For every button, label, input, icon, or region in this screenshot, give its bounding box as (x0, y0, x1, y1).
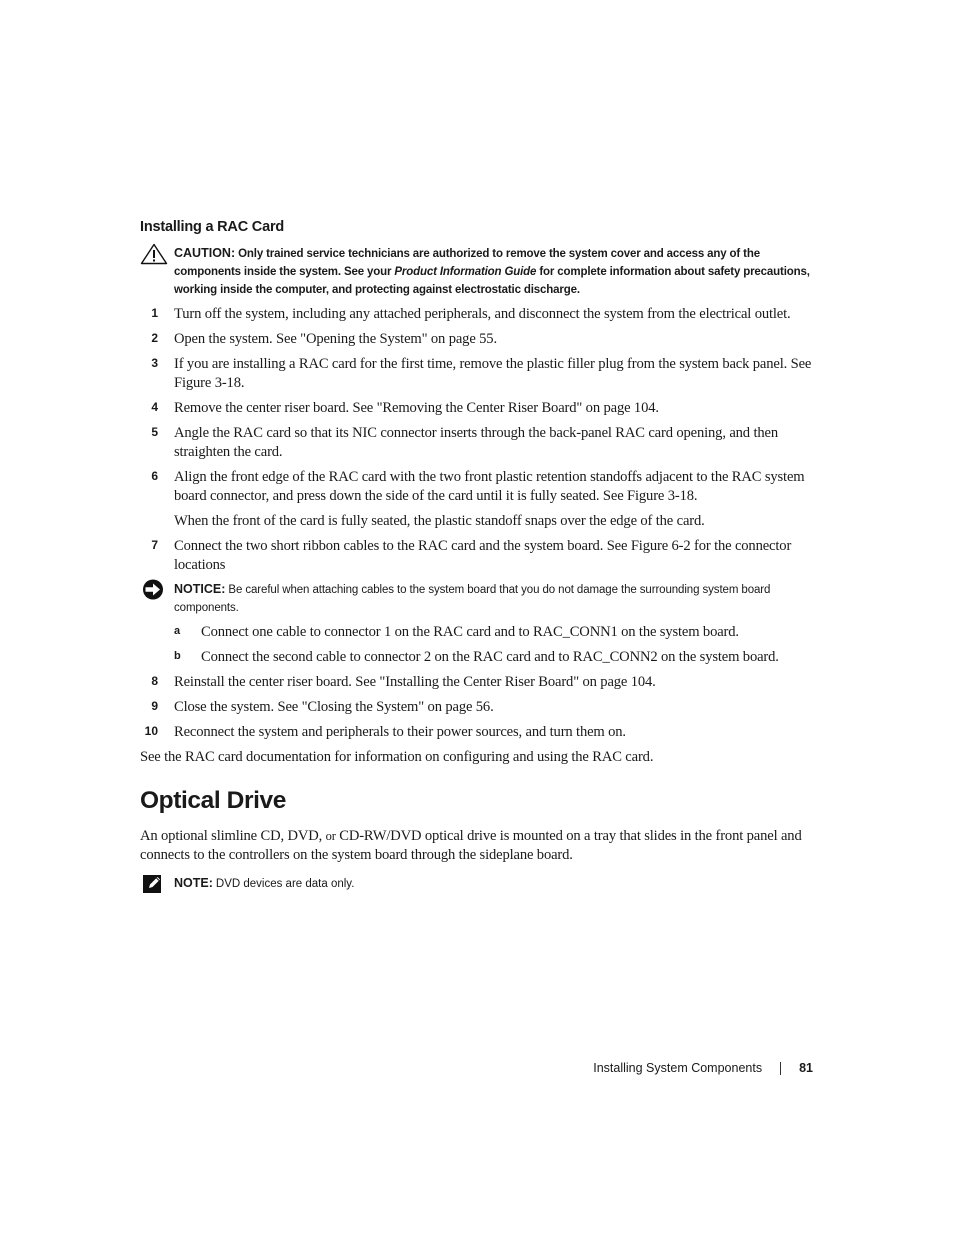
step-text: Connect the two short ribbon cables to the RAC card and the system board. See Figure 6-2 for the connector locations (174, 538, 792, 573)
notice-callout (140, 581, 815, 617)
page-number: 81 (799, 1061, 813, 1075)
page-content (140, 219, 815, 899)
footer-chapter-title: Installing System Components (593, 1061, 763, 1075)
substep-item: b Connect the second cable to connector 2 on the RAC card and to RAC_CONN2 on the system board. (174, 648, 815, 667)
page-footer (593, 1061, 813, 1075)
optical-drive-paragraph: An optional slimline CD, DVD, or CD-RW/DVD optical drive is mounted on a tray that slides in the front panel and connects to the controllers on the system board through the sideplane board. (140, 828, 802, 863)
substeps-list (174, 623, 815, 667)
step-item: 1 Turn off the system, including any attached peripherals, and disconnect the system from the electrical outlet. (140, 305, 815, 324)
step-text: Turn off the system, including any attached peripherals, and disconnect the system from the electrical outlet. (174, 306, 791, 322)
step-text: Reinstall the center riser board. See "Installing the Center Riser Board" on page 104. (174, 674, 656, 690)
caution-callout (140, 245, 815, 299)
caution-label: CAUTION: (174, 246, 236, 260)
step-text: Open the system. See "Opening the System" on page 55. (174, 331, 497, 347)
footer-divider (780, 1062, 781, 1075)
substep-text: Connect the second cable to connector 2 on the RAC card and to RAC_CONN2 on the system board. (201, 649, 779, 665)
note-text: DVD devices are data only. (215, 878, 355, 890)
guide-title: Product Information Guide (394, 266, 537, 278)
step-item: 5 Angle the RAC card so that its NIC connector inserts through the back-panel RAC card opening, and then straighten the card. (140, 424, 815, 462)
step-text: If you are installing a RAC card for the first time, remove the plastic filler plug from the system back panel. See Figure 3-18. (174, 356, 812, 391)
step-text: Remove the center riser board. See "Removing the Center Riser Board" on page 104. (174, 400, 659, 416)
step-item: 8 Reinstall the center riser board. See "Installing the Center Riser Board" on page 104. (140, 673, 815, 692)
steps-list (140, 305, 815, 575)
step-item: 3 If you are installing a RAC card for the first time, remove the plastic filler plug from the system back panel. See Figure 3-18. (140, 355, 815, 393)
step-item: 6 Align the front edge of the RAC card with the two front plastic retention standoffs adjacent to the RAC system board connector, and press down the side of the card until it is fully seated. See Figure 3-18. When the front of the card is fully seated, the plastic standoff snaps over the edge of the card. (140, 468, 815, 531)
step-item: 9 Close the system. See "Closing the System" on page 56. (140, 698, 815, 717)
caution-text: Only trained service technicians are authorized to remove the system cover and access any of the components inside the system. See your Product Information Guide for complete information about safety precautions, working inside the computer, and protecting against electrostatic discharge. (174, 248, 810, 296)
notice-label: NOTICE: (174, 582, 226, 596)
step-note-paragraph: When the front of the card is fully seated, the plastic standoff snaps over the edge of the card. (174, 513, 705, 529)
step-item: 7 Connect the two short ribbon cables to the RAC card and the system board. See Figure 6-2 for the connector locations (140, 537, 815, 575)
section-heading-optical-drive: Optical Drive (140, 787, 286, 814)
substep-text: Connect one cable to connector 1 on the RAC card and to RAC_CONN1 on the system board. (201, 624, 739, 640)
note-label: NOTE: (174, 876, 213, 890)
warning-triangle-icon (140, 243, 168, 265)
step-item: 10 Reconnect the system and peripherals to their power sources, and turn them on. (140, 723, 815, 742)
notice-text: Be careful when attaching cables to the system board that you do not damage the surrounding system board components. (174, 584, 771, 614)
section-heading-installing-rac-card: Installing a RAC Card (140, 219, 285, 235)
notice-arrow-icon (140, 579, 168, 601)
closing-paragraph: See the RAC card documentation for information on configuring and using the RAC card. (140, 749, 654, 765)
substep-item: a Connect one cable to connector 1 on the RAC card and to RAC_CONN1 on the system board. (174, 623, 815, 642)
note-pencil-icon (140, 873, 168, 895)
steps-list-continued (140, 673, 815, 742)
step-text: Angle the RAC card so that its NIC connector inserts through the back-panel RAC card opening, and then straighten the card. (174, 425, 778, 460)
step-text: Align the front edge of the RAC card with the two front plastic retention standoffs adjacent to the RAC system board connector, and press down the side of the card until it is fully seated. See Figure 3-18. (174, 469, 805, 504)
step-text: Reconnect the system and peripherals to their power sources, and turn them on. (174, 724, 626, 740)
step-item: 4 Remove the center riser board. See "Removing the Center Riser Board" on page 104. (140, 399, 815, 418)
note-callout (140, 875, 815, 893)
step-item: 2 Open the system. See "Opening the System" on page 55. (140, 330, 815, 349)
step-text: Close the system. See "Closing the System" on page 56. (174, 699, 494, 715)
